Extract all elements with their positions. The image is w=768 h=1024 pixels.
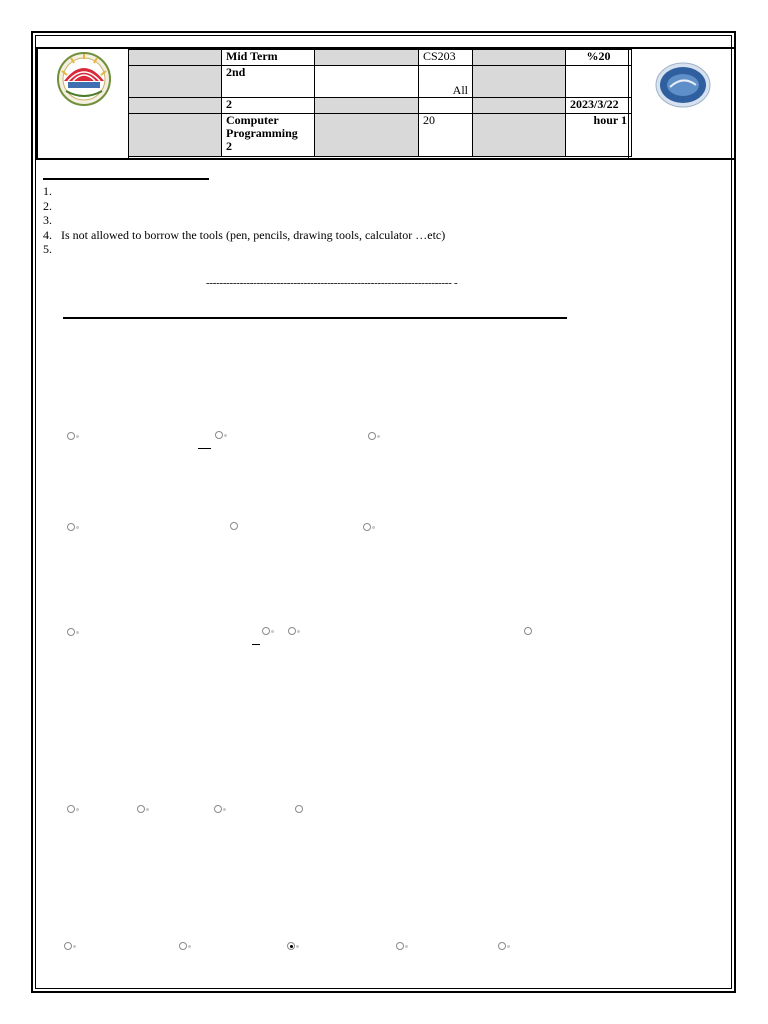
q5-option-radio[interactable]: [498, 942, 506, 950]
radio-mark: [297, 630, 300, 633]
q1-option-radio[interactable]: [215, 431, 223, 439]
radio-mark: [188, 945, 191, 948]
dashed-divider: ------------------------------------------------------------------------- -: [206, 277, 458, 289]
instruction-item: 5.: [43, 242, 52, 257]
exam-page: [31, 31, 736, 993]
q2-option-radio[interactable]: [67, 523, 75, 531]
section-heading-underline: [63, 317, 567, 319]
radio-mark: [372, 526, 375, 529]
q3-option-radio[interactable]: [524, 627, 532, 635]
radio-mark: [73, 945, 76, 948]
q5-option-radio-selected[interactable]: [287, 942, 295, 950]
q4-option-radio[interactable]: [214, 805, 222, 813]
exam-weight: %20: [566, 50, 632, 66]
instructions-list: [43, 184, 445, 257]
exam-duration: hour 1: [566, 114, 632, 157]
total-marks: 20: [419, 114, 473, 157]
university-logo-icon: [54, 51, 114, 107]
exam-date: 2023/3/22: [566, 98, 632, 114]
blank-underline: [252, 644, 260, 645]
semester: 2nd: [222, 66, 315, 98]
q5-option-radio[interactable]: [179, 942, 187, 950]
q4-option-radio[interactable]: [295, 805, 303, 813]
exam-type: Mid Term: [222, 50, 315, 66]
radio-mark: [296, 945, 299, 948]
radio-mark: [224, 434, 227, 437]
blank-underline: [198, 448, 211, 449]
radio-mark: [76, 435, 79, 438]
q4-option-radio[interactable]: [137, 805, 145, 813]
q3-option-radio[interactable]: [67, 628, 75, 636]
radio-mark: [146, 808, 149, 811]
q2-option-radio[interactable]: [230, 522, 238, 530]
instruction-item: 2.: [43, 198, 52, 213]
q3-option-radio[interactable]: [262, 627, 270, 635]
q4-option-radio[interactable]: [67, 805, 75, 813]
q1-option-radio[interactable]: [368, 432, 376, 440]
instruction-item: 3.: [43, 213, 52, 228]
course-code: CS203: [419, 50, 473, 66]
q2-option-radio[interactable]: [363, 523, 371, 531]
course-name: Computer Programming 2: [222, 114, 315, 157]
q5-option-radio[interactable]: [64, 942, 72, 950]
radio-mark: [271, 630, 274, 633]
header-divider: [628, 49, 629, 158]
q1-option-radio[interactable]: [67, 432, 75, 440]
radio-mark: [507, 945, 510, 948]
instructions-heading-underline: [43, 178, 209, 180]
instruction-item: 1.: [43, 184, 52, 198]
level: 2: [222, 98, 315, 114]
instruction-item: 4. Is not allowed to borrow the tools (pen, pencils, drawing tools, calculator …etc): [43, 227, 446, 242]
faculty-logo-icon: [654, 61, 712, 109]
radio-mark: [76, 631, 79, 634]
radio-mark: [76, 808, 79, 811]
radio-mark: [377, 435, 380, 438]
header-table: [128, 49, 632, 157]
q3-option-radio[interactable]: [288, 627, 296, 635]
q5-option-radio[interactable]: [396, 942, 404, 950]
department: All: [419, 66, 473, 98]
exam-header: [36, 47, 736, 160]
radio-mark: [405, 945, 408, 948]
radio-mark: [76, 526, 79, 529]
radio-mark: [223, 808, 226, 811]
